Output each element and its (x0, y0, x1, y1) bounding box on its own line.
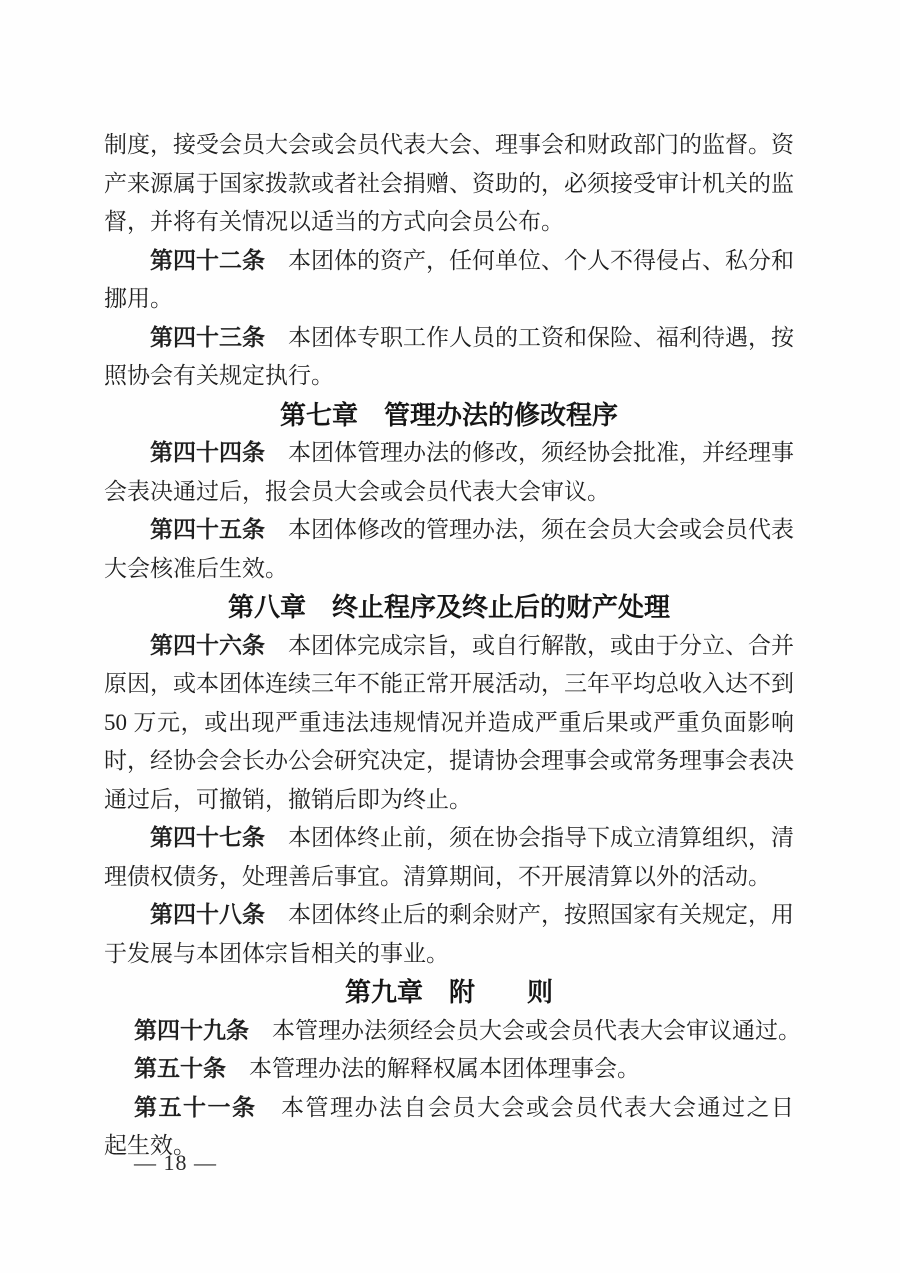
text-line (104, 935, 794, 974)
line-text: 本团体终止后的剩余财产，按照国家有关规定，用 (265, 902, 794, 927)
chapter-heading (104, 588, 794, 627)
line-text: 本团体完成宗旨，或自行解散，或由于分立、合并 (265, 632, 794, 658)
article-number: 第四十七条 (150, 825, 265, 850)
text-line (104, 434, 794, 473)
text-line (104, 511, 794, 550)
text-line (104, 473, 794, 512)
chapter-heading-text: 第九章 附 则 (344, 977, 553, 1007)
article-number: 第四十五条 (150, 517, 265, 542)
chapter-heading (104, 396, 794, 435)
text-line (104, 1050, 794, 1089)
line-text: 制度，接受会员大会或会员代表大会、理事会和财政部门的监督。资 (104, 132, 794, 157)
text-line (104, 665, 794, 704)
line-text: 本团体的资产，任何单位、个人不得侵占、私分和 (265, 247, 794, 273)
line-text: 本管理办法的解释权属本团体理事会。 (226, 1056, 640, 1081)
line-text: 督，并将有关情况以适当的方式向会员公布。 (104, 209, 564, 234)
text-line (104, 704, 794, 743)
line-text: 通过后，可撤销，撤销后即为终止。 (104, 786, 472, 812)
text-line (104, 280, 794, 319)
line-text: 本团体终止前，须在协会指导下成立清算组织，清 (265, 825, 794, 850)
line-text: 本团体修改的管理办法，须在会员大会或会员代表 (265, 517, 794, 542)
line-text: 大会核准后生效。 (104, 555, 288, 581)
article-number: 第四十三条 (150, 324, 265, 350)
text-line (104, 858, 794, 897)
text-line (104, 627, 794, 666)
line-text: 照协会有关规定执行。 (104, 363, 334, 388)
line-text: 起生效。 (104, 1133, 196, 1158)
chapter-heading (104, 973, 794, 1012)
text-line (104, 319, 794, 358)
page-number: — 18 — (134, 1150, 217, 1175)
line-text: 本管理办法须经会员大会或会员代表大会审议通过。 (249, 1017, 801, 1043)
line-text: 原因，或本团体连续三年不能正常开展活动，三年平均总收入达不到 (104, 671, 794, 696)
text-line (104, 126, 794, 165)
line-text: 50 万元，或出现严重违法违规情况并造成严重后果或严重负面影响 (104, 709, 794, 735)
article-number: 第四十二条 (150, 247, 265, 273)
page-body-text (104, 126, 801, 1166)
article-number: 第五十一条 (134, 1094, 257, 1120)
article-number: 第四十六条 (150, 632, 265, 658)
line-text: 本管理办法自会员大会或会员代表大会通过之日 (256, 1094, 794, 1120)
chapter-heading-text: 第七章 管理办法的修改程序 (279, 399, 618, 430)
text-line (104, 819, 794, 858)
article-number: 第四十四条 (150, 440, 265, 465)
line-text: 会表决通过后，报会员大会或会员代表大会审议。 (104, 478, 610, 504)
article-number: 第五十条 (134, 1056, 226, 1081)
chapter-heading-text: 第八章 终止程序及终止后的财产处理 (227, 592, 670, 622)
line-text: 产来源属于国家拨款或者社会捐赠、资助的，必须接受审计机关的监 (104, 170, 794, 196)
line-text: 理债权债务，处理善后事宜。清算期间，不开展清算以外的活动。 (104, 863, 771, 889)
line-text: 于发展与本团体宗旨相关的事业。 (104, 940, 449, 966)
article-number: 第四十九条 (134, 1017, 249, 1043)
text-line (104, 1012, 801, 1051)
line-text: 本团体管理办法的修改，须经协会批准，并经理事 (265, 440, 794, 465)
text-line (104, 550, 794, 589)
text-line (104, 203, 794, 242)
line-text: 挪用。 (104, 286, 173, 311)
text-line (104, 742, 794, 781)
text-line (104, 896, 794, 935)
article-number: 第四十八条 (150, 902, 265, 927)
text-line (104, 781, 794, 820)
text-line (104, 357, 794, 396)
line-text: 时，经协会会长办公会研究决定，提请协会理事会或常务理事会表决 (104, 748, 794, 773)
line-text: 本团体专职工作人员的工资和保险、福利待遇，按 (265, 324, 794, 350)
text-line (104, 1089, 794, 1128)
text-line (104, 242, 794, 281)
text-line (104, 165, 794, 204)
